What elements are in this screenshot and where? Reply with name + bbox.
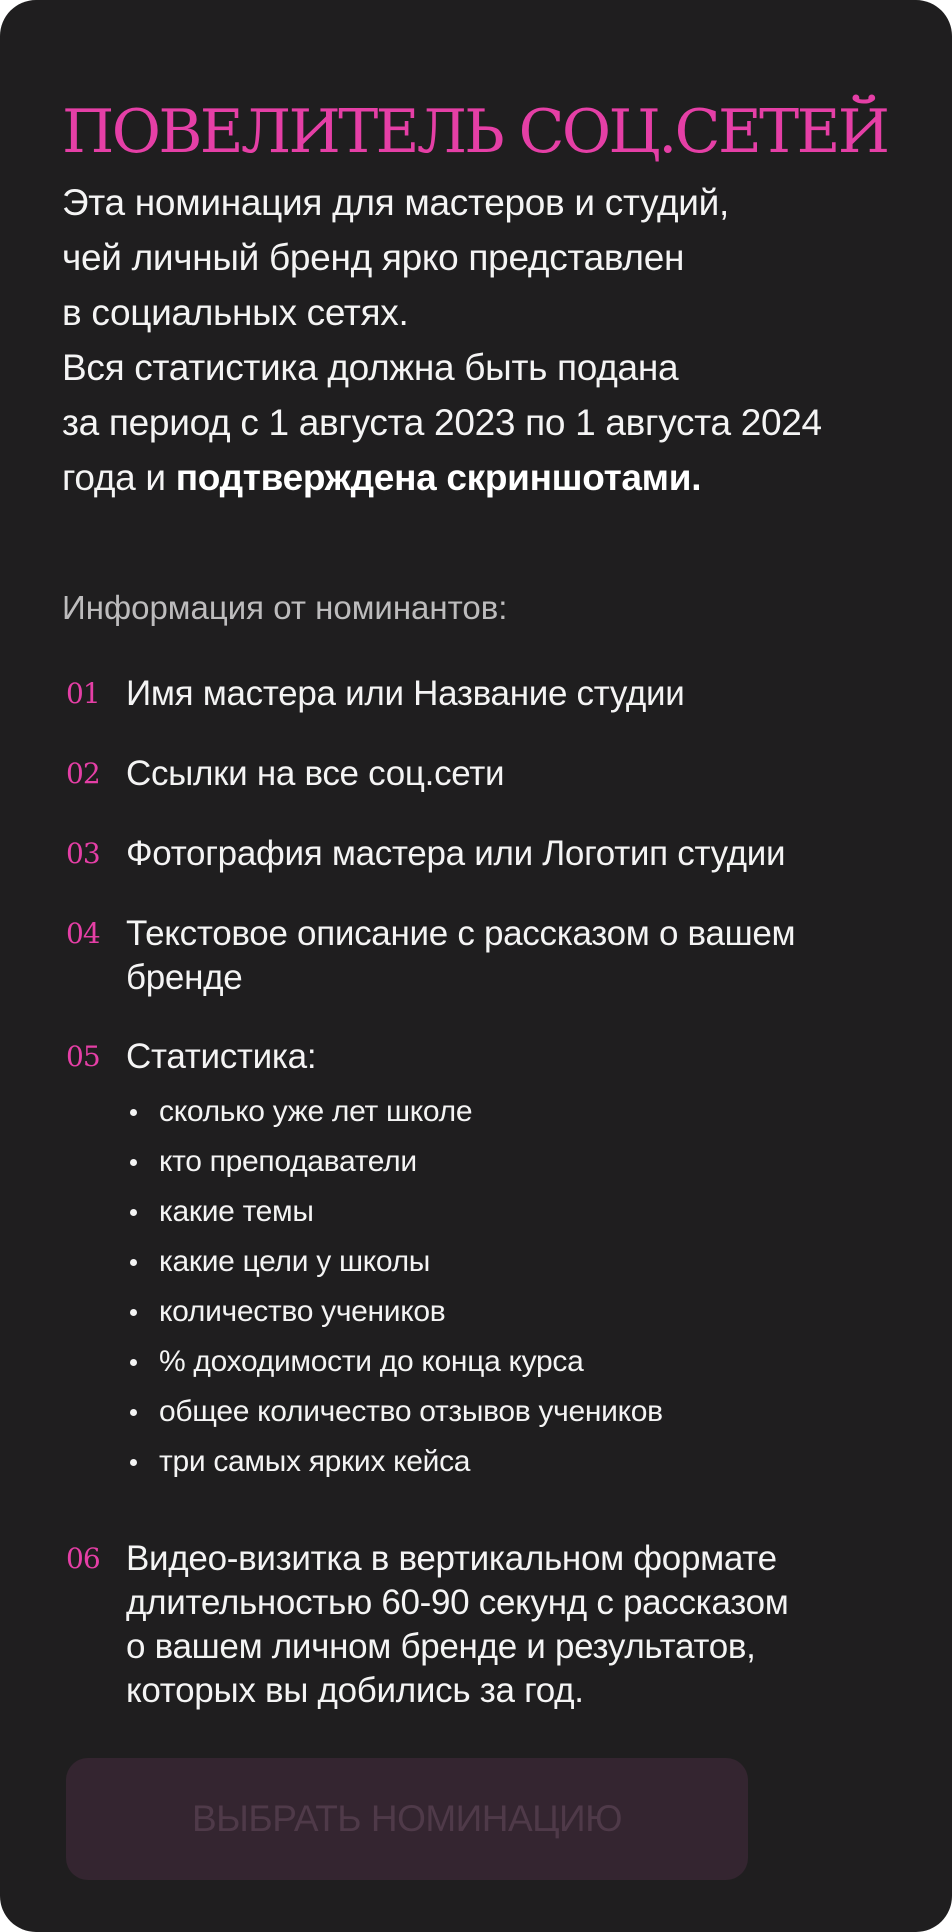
description-line: Вся статистика должна быть подана xyxy=(62,347,679,388)
nomination-title: ПОВЕЛИТЕЛЬ СОЦ.СЕТЕЙ xyxy=(62,97,888,167)
statistics-item xyxy=(126,1090,663,1140)
requirement-number: 03 xyxy=(66,837,100,870)
requirement-number: 05 xyxy=(66,1040,100,1073)
bullet-icon xyxy=(130,1309,137,1316)
requirement-line: Статистика: xyxy=(126,1037,317,1076)
description-line: за период с 1 августа 2023 по 1 августа 2024 xyxy=(62,402,822,443)
statistics-item xyxy=(126,1390,663,1440)
statistics-item-label: какие цели у школы xyxy=(159,1245,431,1278)
statistics-item xyxy=(126,1290,663,1340)
requirement-line: Ссылки на все соц.сети xyxy=(126,754,505,793)
description-text: года и xyxy=(62,457,176,498)
bullet-icon xyxy=(130,1459,137,1466)
requirement-number: 01 xyxy=(66,677,100,710)
bullet-icon xyxy=(130,1409,137,1416)
bullet-icon xyxy=(130,1209,137,1216)
requirement-line: о вашем личном бренде и результатов, xyxy=(126,1627,756,1666)
bullet-icon xyxy=(130,1259,137,1266)
bullet-icon xyxy=(130,1159,137,1166)
statistics-item xyxy=(126,1190,663,1240)
requirement-text xyxy=(126,752,926,796)
statistics-item-label: сколько уже лет школе xyxy=(159,1095,473,1128)
statistics-item xyxy=(126,1340,663,1390)
nomination-description xyxy=(62,175,932,505)
requirements-heading: Информация от номинантов: xyxy=(62,589,508,626)
requirement-line: Видео-визитка в вертикальном формате xyxy=(126,1539,777,1578)
statistics-item-label: какие темы xyxy=(159,1195,314,1228)
description-line: в социальных сетях. xyxy=(62,292,409,333)
requirement-line: Имя мастера или Название студии xyxy=(126,674,685,713)
requirement-number: 06 xyxy=(66,1542,100,1575)
requirement-text xyxy=(126,912,926,1000)
description-line xyxy=(62,450,932,505)
statistics-list xyxy=(126,1090,663,1490)
description-line: чей личный бренд ярко представлен xyxy=(62,237,685,278)
statistics-item-label: % доходимости до конца курса xyxy=(159,1345,584,1378)
bullet-icon xyxy=(130,1109,137,1116)
statistics-item xyxy=(126,1440,663,1490)
description-emphasis: подтверждена скриншотами. xyxy=(175,457,702,498)
requirement-line: бренде xyxy=(126,958,243,997)
requirement-text xyxy=(126,1035,926,1079)
statistics-item-label: три самых ярких кейса xyxy=(159,1445,471,1478)
description-line: Эта номинация для мастеров и студий, xyxy=(62,182,729,223)
statistics-item-label: количество учеников xyxy=(159,1295,446,1328)
requirement-line: Фотография мастера или Логотип студии xyxy=(126,834,786,873)
requirement-text xyxy=(126,672,926,716)
requirement-line: длительностью 60-90 секунд с рассказом xyxy=(126,1583,789,1622)
statistics-item-label: кто преподаватели xyxy=(159,1145,417,1178)
requirement-text xyxy=(126,832,926,876)
requirement-number: 02 xyxy=(66,757,100,790)
statistics-item xyxy=(126,1240,663,1290)
statistics-item-label: общее количество отзывов учеников xyxy=(159,1395,663,1428)
bullet-icon xyxy=(130,1359,137,1366)
requirement-line: Текстовое описание с рассказом о вашем xyxy=(126,914,796,953)
choose-nomination-button[interactable]: ВЫБРАТЬ НОМИНАЦИЮ xyxy=(66,1758,748,1880)
statistics-item xyxy=(126,1140,663,1190)
requirement-number: 04 xyxy=(66,917,100,950)
requirement-line: которых вы добились за год. xyxy=(126,1671,584,1710)
requirement-text xyxy=(126,1537,926,1713)
